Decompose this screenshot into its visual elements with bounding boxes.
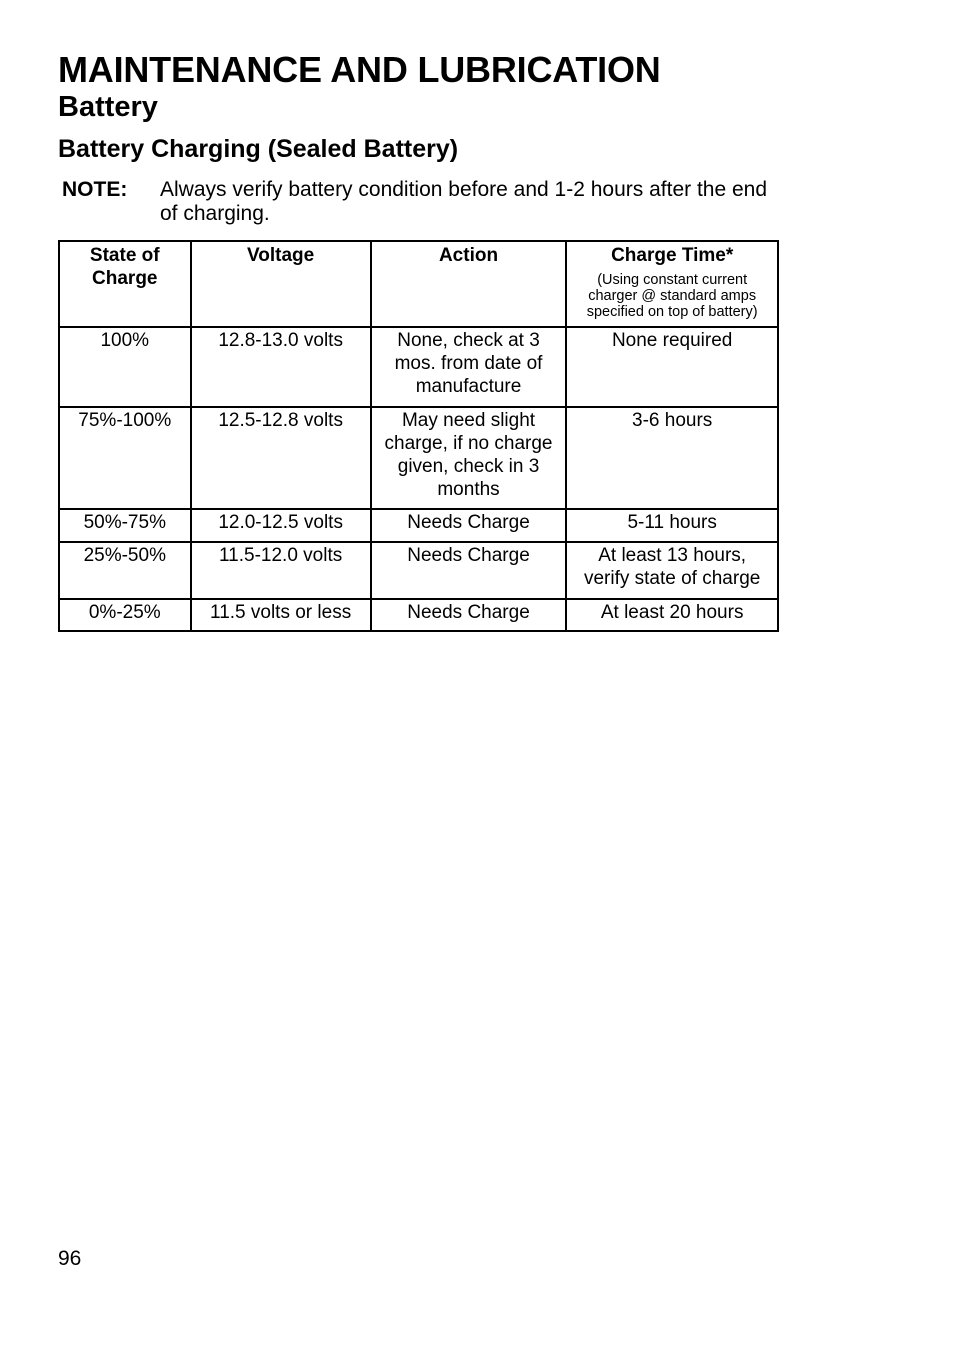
cell-action: May need slight charge, if no charge given, check in 3 months <box>371 407 567 509</box>
page-title: MAINTENANCE AND LUBRICATION <box>58 49 661 90</box>
cell-action: None, check at 3 mos. from date of manufacture <box>371 327 567 407</box>
table-row <box>59 542 778 599</box>
cell-state: 100% <box>59 327 191 407</box>
cell-charge-time: At least 20 hours <box>566 599 778 631</box>
cell-voltage: 11.5-12.0 volts <box>191 542 371 599</box>
header-action <box>371 241 567 327</box>
cell-action: Needs Charge <box>371 509 567 542</box>
section-heading: Battery Charging (Sealed Battery) <box>58 135 459 163</box>
table-header-row <box>59 241 778 327</box>
cell-charge-time: At least 13 hours, verify state of charge <box>566 542 778 599</box>
cell-charge-time: None required <box>566 327 778 407</box>
cell-voltage: 12.5-12.8 volts <box>191 407 371 509</box>
table-row <box>59 509 778 542</box>
header-voltage <box>191 241 371 327</box>
cell-state: 50%-75% <box>59 509 191 542</box>
page-subtitle: Battery <box>58 91 158 123</box>
cell-action: Needs Charge <box>371 599 567 631</box>
note-label: NOTE: <box>62 178 128 201</box>
cell-state: 25%-50% <box>59 542 191 599</box>
cell-state: 0%-25% <box>59 599 191 631</box>
cell-voltage: 11.5 volts or less <box>191 599 371 631</box>
page-number: 96 <box>58 1247 82 1270</box>
table-row <box>59 407 778 509</box>
cell-voltage: 12.0-12.5 volts <box>191 509 371 542</box>
cell-state: 75%-100% <box>59 407 191 509</box>
table-row <box>59 327 778 407</box>
battery-charge-table <box>58 240 779 632</box>
table-row <box>59 599 778 631</box>
note-text: Always verify battery condition before and 1-2 hours after the end of charging. <box>160 178 768 225</box>
header-label: Voltage <box>247 245 315 266</box>
header-charge-time <box>566 241 778 327</box>
cell-charge-time: 3-6 hours <box>566 407 778 509</box>
header-charge-time-note: (Using constant current charger @ standard amps specified on top of battery) <box>586 272 758 320</box>
header-state-of-charge <box>59 241 191 327</box>
cell-action: Needs Charge <box>371 542 567 599</box>
cell-voltage: 12.8-13.0 volts <box>191 327 371 407</box>
cell-charge-time: 5-11 hours <box>566 509 778 542</box>
header-label: Charge Time* <box>611 245 734 266</box>
header-label: Action <box>438 245 499 266</box>
header-label: State of Charge <box>89 245 160 289</box>
